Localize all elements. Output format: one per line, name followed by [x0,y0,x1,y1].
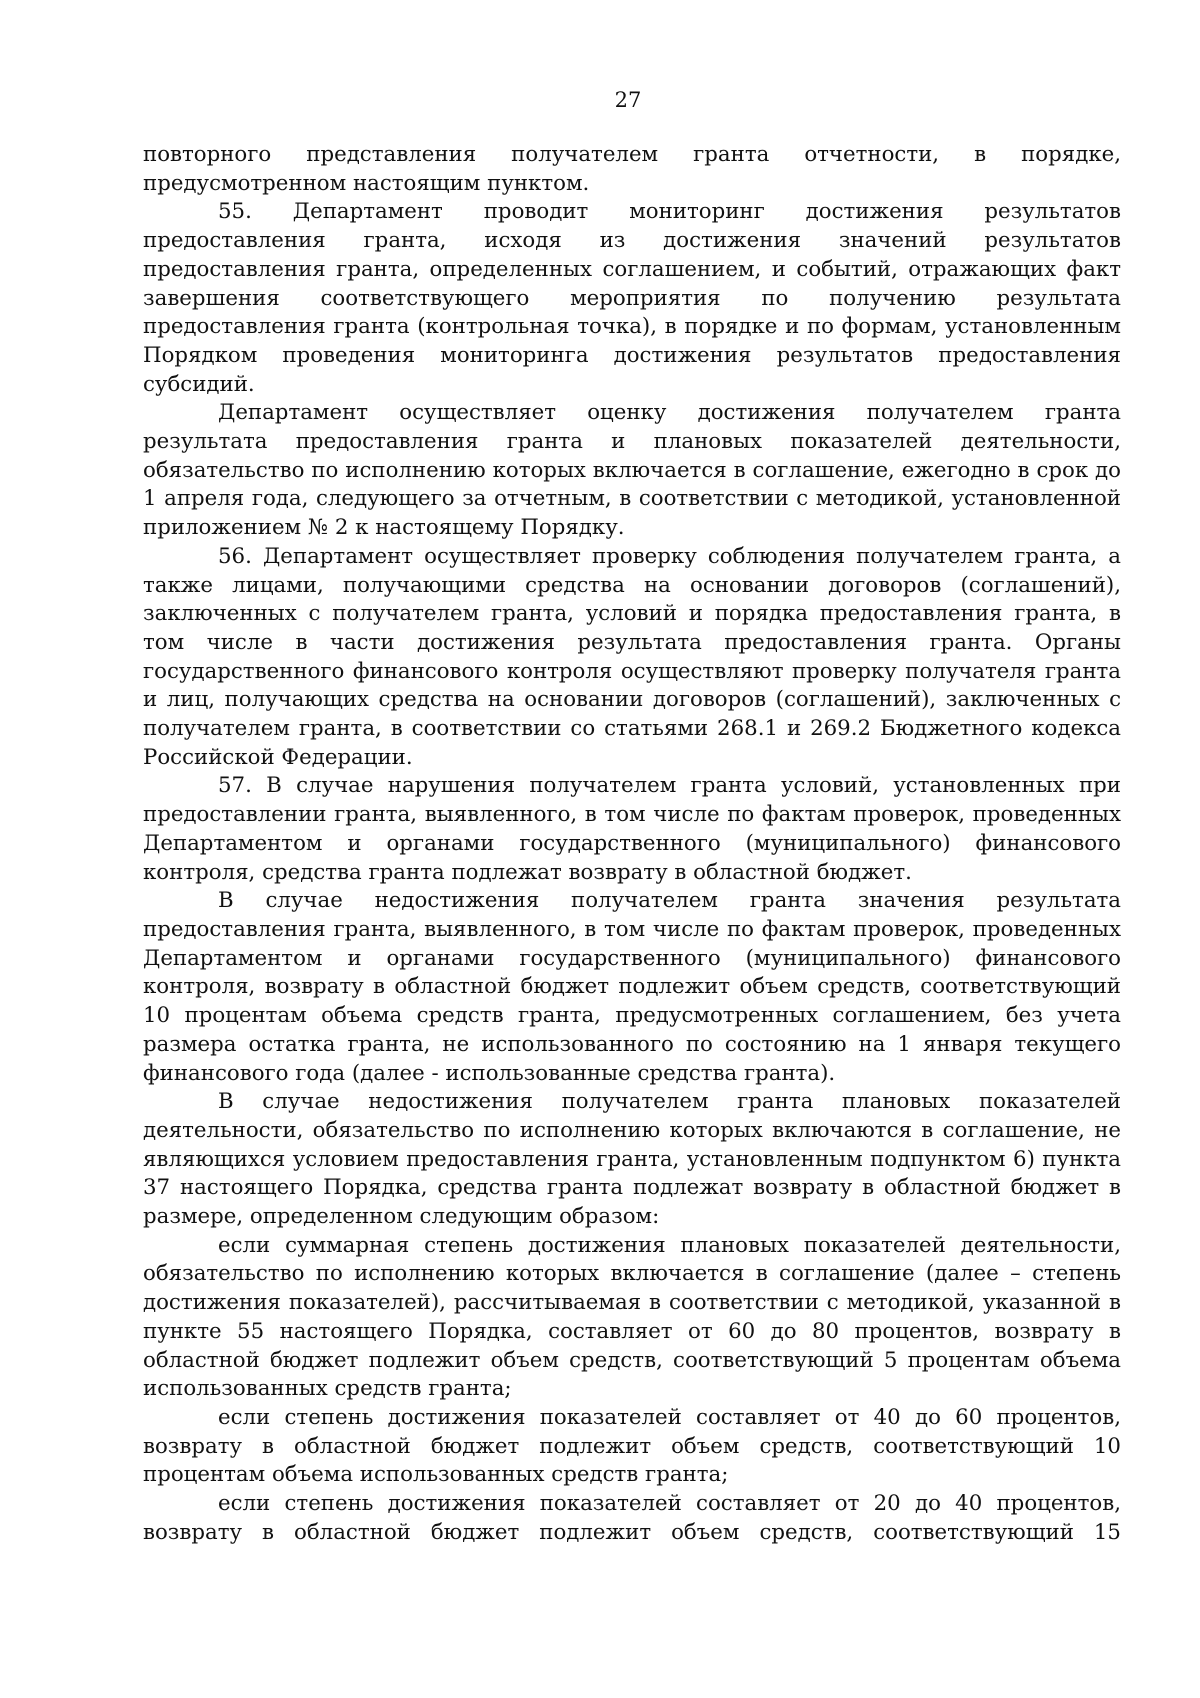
paragraph-55-assessment: Департамент осуществляет оценку достижения получателем гранта результата предоставления гранта и плановых показателей деятельности, обязательство по исполнению которых включается в соглашение, ежегодно в срок до 1 апреля года, следующего за отчетным, в соответствии с методикой, установленной приложением № 2 к настоящему Порядку. [143,400,1121,541]
paragraph-55: 55. Департамент проводит мониторинг достижения результатов предоставления гранта, исходя из достижения значений результатов предоставления гранта, определенных соглашением, и событий, отражающих факт завершения соответствующего мероприятия по получению результата предоставления гранта (контрольная точка), в порядке и по формам, установленным Порядком проведения мониторинга достижения результатов предоставления субсидий. [143,199,1121,397]
page-number: 27 [614,88,642,112]
paragraph-56: 56. Департамент осуществляет проверку соблюдения получателем гранта, а также лицами, получающими средства на основании договоров (соглашений), заключенных с получателем гранта, условий и порядка предоставления гранта, в том числе в части достижения результата предоставления гранта. Органы государственного финансового контроля осуществляют проверку получателя гранта и лиц, получающих средства на основании договоров (соглашений), заключенных с получателем гранта, в соответствии со статьями 268.1 и 269.2 Бюджетного кодекса Российской Федерации. [143,543,1121,770]
paragraph-57-range-40-60: если степень достижения показателей составляет от 40 до 60 процентов, возврату в областной бюджет подлежит объем средств, соответствующий 10 процентам объема использованных средств гранта; [143,1404,1121,1488]
paragraph-continuation: повторного представления получателем гранта отчетности, в порядке, предусмотренном настоящим пунктом. [143,142,1121,196]
paragraph-57-result-not-achieved: В случае недостижения получателем гранта значения результата предоставления гранта, выявленного, в том числе по фактам проверок, проведенных Департаментом и органами государственного (муниципального) финансового контроля, возврату в областной бюджет подлежит объем средств, соответствующий 10 процентам объема средств гранта, предусмотренных соглашением, без учета размера остатка гранта, не использованного по состоянию на 1 января текущего финансового года (далее - использованные средства гранта). [143,888,1121,1086]
paragraph-57-range-20-40: если степень достижения показателей составляет от 20 до 40 процентов, возврату в областной бюджет подлежит объем средств, соответствующий 15 [143,1491,1121,1545]
document-body [143,141,1121,1547]
paragraph-57: 57. В случае нарушения получателем гранта условий, установленных при предоставлении гранта, выявленного, в том числе по фактам проверок, проведенных Департаментом и органами государственного (муниципального) финансового контроля, средства гранта подлежат возврату в областной бюджет. [143,773,1121,885]
paragraph-57-indicators-not-achieved: В случае недостижения получателем гранта плановых показателей деятельности, обязательство по исполнению которых включаются в соглашение, не являющихся условием предоставления гранта, установленным подпунктом 6) пункта 37 настоящего Порядка, средства гранта подлежат возврату в областной бюджет в размере, определенном следующим образом: [143,1089,1121,1230]
paragraph-57-range-60-80: если суммарная степень достижения плановых показателей деятельности, обязательство по исполнению которых включается в соглашение (далее – степень достижения показателей), рассчитываемая в соответствии с методикой, указанной в пункте 55 настоящего Порядка, составляет от 60 до 80 процентов, возврату в областной бюджет подлежит объем средств, соответствующий 5 процентам объема использованных средств гранта; [143,1232,1121,1402]
